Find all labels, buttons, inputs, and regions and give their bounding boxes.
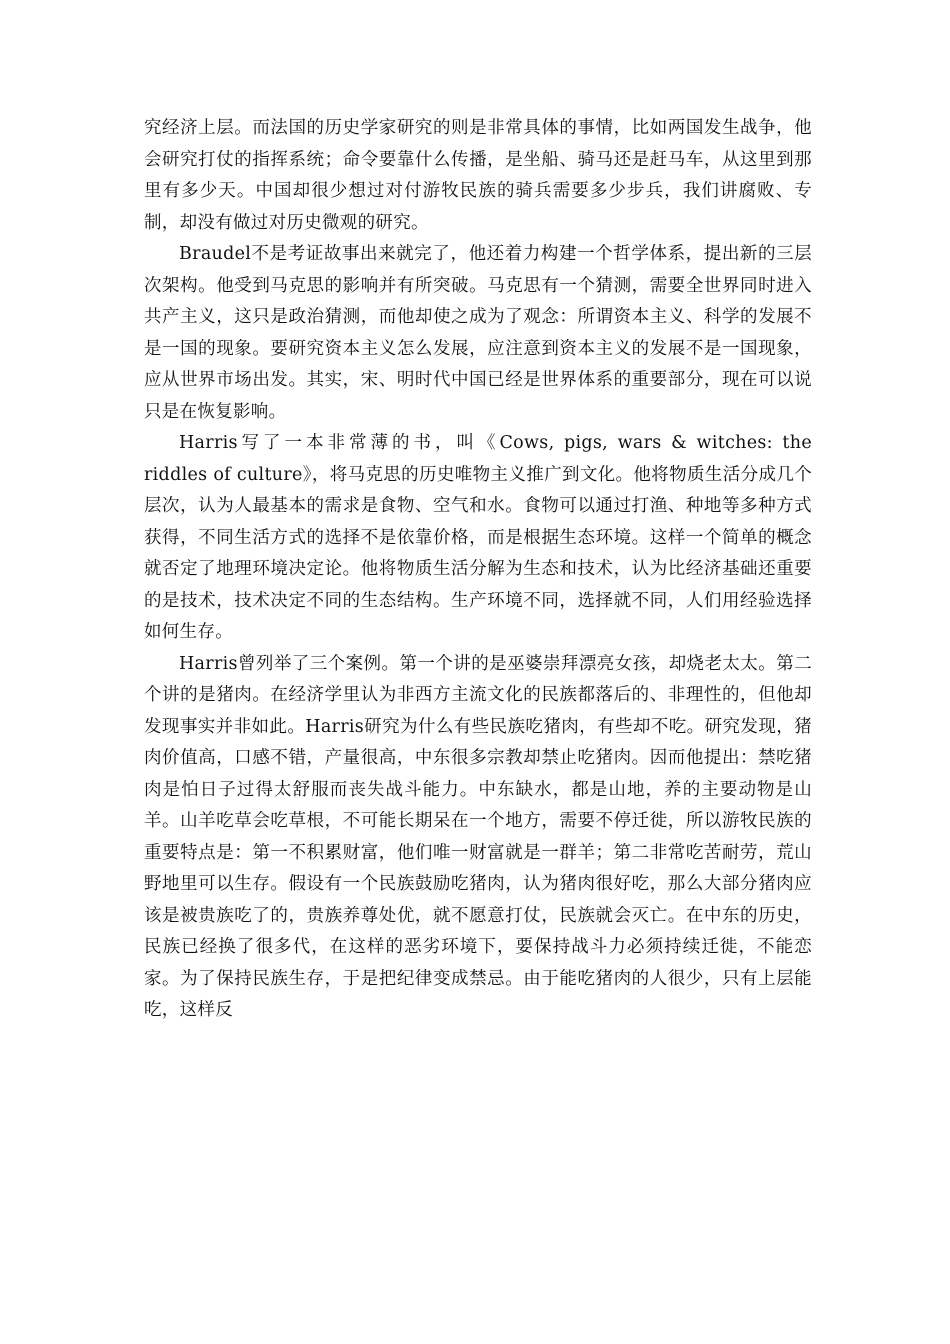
paragraph-3: Harris写了一本非常薄的书，叫《Cows, pigs, wars & witches: the riddles of culture》，将马克思的历史唯物主义推广到文化。他将物质生活分成几个层次，认为人最基本的需求是食物、空气和水。食物可以通过打渔、种地等多种方式获得，不同生活方式的选择不是依靠价格，而是根据生态环境。这样一个简单的概念就否定了地理环境决定论。他将物质生活分解为生态和技术，认为比经济基础还重要的是技术，技术决定不同的生态结构。生产环境不同，选择就不同，人们用经验选择如何生存。 xyxy=(144,433,812,642)
paragraph-1: 究经济上层。而法国的历史学家研究的则是非常具体的事情，比如两国发生战争，他会研究打仗的指挥系统；命令要靠什么传播，是坐船、骑马还是赶马车，从这里到那里有多少天。中国却很少想过对付游牧民族的骑兵需要多少步兵，我们讲腐败、专制，却没有做过对历史微观的研究。 xyxy=(144,118,812,233)
document-page xyxy=(144,113,812,1027)
paragraph-2: Braudel不是考证故事出来就完了，他还着力构建一个哲学体系，提出新的三层次架构。他受到马克思的影响并有所突破。马克思有一个猜测，需要全世界同时进入共产主义，这只是政治猜测，而他却使之成为了观念：所谓资本主义、科学的发展不是一国的现象。要研究资本主义怎么发展，应注意到资本主义的发展不是一国现象，应从世界市场出发。其实，宋、明时代中国已经是世界体系的重要部分，现在可以说只是在恢复影响。 xyxy=(144,244,812,422)
paragraph-4: Harris曾列举了三个案例。第一个讲的是巫婆崇拜漂亮女孩，却烧老太太。第二个讲的是猪肉。在经济学里认为非西方主流文化的民族都落后的、非理性的，但他却发现事实并非如此。Harris研究为什么有些民族吃猪肉，有些却不吃。研究发现，猪肉价值高，口感不错，产量很高，中东很多宗教却禁止吃猪肉。因而他提出：禁吃猪肉是怕日子过得太舒服而丧失战斗能力。中东缺水，都是山地，养的主要动物是山羊。山羊吃草会吃草根，不可能长期呆在一个地方，需要不停迁徙，所以游牧民族的重要特点是：第一不积累财富，他们唯一财富就是一群羊；第二非常吃苦耐劳，荒山野地里可以生存。假设有一个民族鼓励吃猪肉，认为猪肉很好吃，那么大部分猪肉应该是被贵族吃了的，贵族养尊处优，就不愿意打仗，民族就会灭亡。在中东的历史，民族已经换了很多代，在这样的恶劣环境下，要保持战斗力必须持续迁徙，不能恋家。为了保持民族生存，于是把纪律变成禁忌。由于能吃猪肉的人很少，只有上层能吃，这样反 xyxy=(144,653,812,1020)
